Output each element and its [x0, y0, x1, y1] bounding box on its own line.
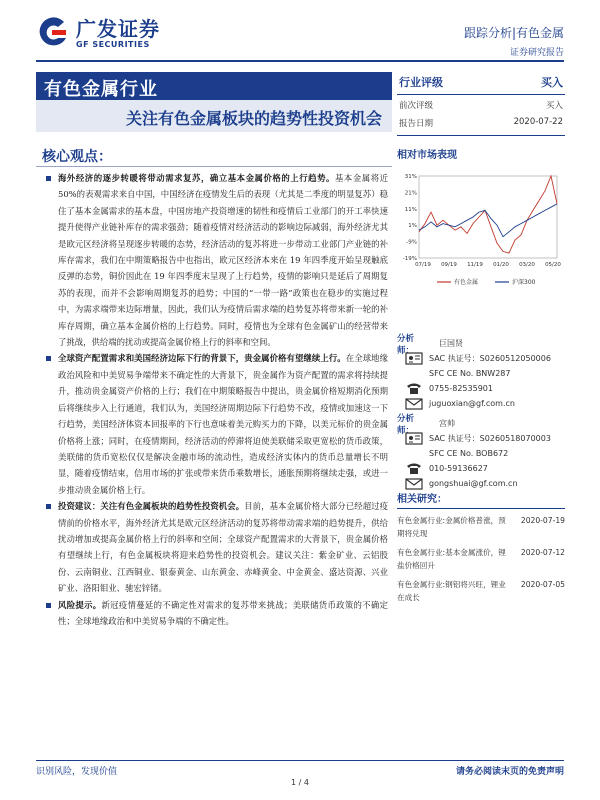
- core-divider: [36, 166, 392, 167]
- logo-english: GF SECURITIES: [76, 39, 150, 49]
- gf-logo: [36, 16, 160, 50]
- prev-rating-label: 前次评级: [399, 101, 434, 111]
- email-icon: [405, 397, 423, 410]
- rating-value: 买入: [541, 76, 563, 89]
- analyst-label: 分析师：: [397, 333, 415, 356]
- series-line: [419, 204, 557, 237]
- analyst-name: 巨国贤: [439, 339, 463, 348]
- y-tick-label: 21%: [404, 190, 417, 197]
- y-tick-label: 31%: [404, 174, 417, 180]
- related-item[interactable]: [397, 514, 565, 540]
- prev-rating-value: 买入: [545, 101, 563, 111]
- gf-logo-icon: [36, 16, 70, 50]
- footer-slogan: 识别风险，发现价值: [36, 767, 118, 777]
- y-tick-label: 11%: [404, 206, 417, 213]
- related-research-list: [397, 508, 565, 604]
- related-item-date: 2020-07-19: [520, 516, 565, 525]
- certificate-icon: [405, 352, 423, 365]
- related-item[interactable]: [397, 546, 565, 572]
- title-block: [36, 72, 392, 136]
- chart-title: 相对市场表现: [397, 150, 457, 161]
- report-category: 证券研究报告: [509, 48, 564, 58]
- rating-label: 行业评级: [399, 76, 443, 89]
- report-type-tags: 跟踪分析|有色金属: [463, 26, 564, 40]
- logo-chinese: 广发证券: [76, 16, 160, 41]
- related-item-title: 有色金属行业:钢铝将兴旺，锂业在成长: [397, 580, 506, 602]
- sac-cert: SAC 执证号：S0260518070003: [429, 434, 551, 443]
- x-tick-label: 11/19: [467, 262, 483, 268]
- point-heading: 全球资产配置需求和美国经济边际下行的背景下，贵金属价格有望继续上行。: [58, 353, 346, 364]
- report-date-label: 报告日期: [399, 119, 434, 129]
- report-headline: 关注有色金属板块的趋势性投资机会: [36, 100, 392, 132]
- phone-icon: [405, 382, 423, 395]
- analyst-phone: 0755-82535901: [429, 384, 493, 393]
- y-tick-label: -19%: [402, 256, 417, 262]
- point-heading: 风险提示。: [58, 599, 102, 610]
- analyst-block-2: [397, 413, 565, 491]
- y-tick-label: -9%: [406, 239, 417, 246]
- related-item-title: 有色金属行业:金属价格普涨，预期将兑现: [397, 516, 506, 538]
- page-number: 1 / 4: [291, 778, 309, 787]
- core-view-title: 核心观点：: [42, 149, 112, 165]
- sfc-cert: SFC CE No. BNW287: [429, 369, 511, 378]
- sac-cert: SAC 执证号：S0260512050006: [429, 354, 551, 363]
- analyst-phone: 010-59136627: [429, 464, 488, 473]
- report-date-value: 2020-07-22: [513, 117, 563, 127]
- chart-frame: [419, 176, 557, 258]
- core-view-body: [42, 170, 388, 629]
- legend-label: 有色金属: [454, 279, 479, 286]
- core-point: [42, 498, 388, 596]
- analyst-label: 分析师：: [397, 413, 415, 436]
- certificate-icon: [405, 432, 423, 445]
- relative-performance-chart: [397, 170, 565, 290]
- point-heading: 投资建议：关注有色金属板块的趋势性投资机会。: [58, 501, 245, 512]
- footer-disclaimer: 请务必阅读末页的免责声明: [455, 767, 564, 777]
- analyst-email[interactable]: gongshuai@gf.com.cn: [429, 479, 518, 488]
- footer-divider: [36, 760, 564, 761]
- x-tick-label: 09/19: [441, 262, 457, 268]
- phone-icon: [405, 462, 423, 475]
- rating-panel: [397, 72, 565, 136]
- related-item-date: 2020-07-05: [520, 580, 565, 589]
- x-tick-label: 07/19: [415, 262, 431, 268]
- core-point: [42, 350, 388, 498]
- x-tick-label: 03/20: [519, 262, 535, 268]
- legend-label: 沪深300: [512, 279, 536, 286]
- x-tick-label: 01/20: [493, 262, 509, 268]
- core-point: [42, 170, 388, 350]
- y-tick-label: 1%: [408, 223, 417, 230]
- point-heading: 海外经济的逐步转暖将带动需求复苏，确立基本金属价格的上行趋势。: [58, 173, 335, 183]
- core-point: [42, 597, 388, 630]
- point-text: 目前，基本金属价格大部分已经超过疫情前的价格水平，海外经济尤其是欧元区经济活动的复苏将带动需求端的趋势提升，供给扰动增加或提高金属价格上行的斜率和空间；全球资产配置需求的大背景下，贵金属价格有望继续上行，有色金属板块将迎来趋势性的投资机会。建议关注：紫金矿业、云铝股份、云南铜业、江西铜业、银泰黄金、山东黄金、赤峰黄金、中金黄金、盛达资源、兴业矿业、洛阳钼业、驰宏锌锗。: [58, 501, 388, 594]
- point-text: 新冠疫情蔓延的不确定性对需求的复苏带来挑战；美联储货币政策的不确定性；全球地缘政治和中美贸易争端的不确定性。: [58, 599, 389, 626]
- point-text: 基本金属将近 50%的表观需求来自中国，中国经济在疫情发生后的表现（尤其是二季度的明显复苏）稳住了基本金属需求的基本盘，中国房地产投资增速的韧性和疫情后工业部门的开工率快速提升使得产业链补库存的需求强劲；随着疫情对经济活动的影响边际减弱，海外经济尤其是欧元区经济将呈现逐步转暖的态势，经济活动的复苏将进一步带动工业部门产业链的补库存需求，我们在中期策略报告中也指出，欧元区经济本来在 19 年四季度开始呈现触底反弹的态势，铜价因此在 19 年四季度末呈现了上行趋势，疫情的影响只是延后了周期复苏的表现，而并不会影响周期复苏的趋势；中国的“一带一路”政策也在稳步的实施过程中，为需求端带来边际增量，因此，我们认为疫情后需求端的趋势复苏将带来新一轮的补库存周期，确立基本金属价格的上行趋势。同时，疫情也为全球有色金属矿山的经营带来了挑战，供给端的扰动或提高金属价格上行的斜率和空间。: [58, 173, 388, 348]
- related-item-title: 有色金属行业:基本金属涨价，锂盐价格回升: [397, 548, 506, 570]
- x-tick-label: 05/20: [545, 262, 561, 268]
- analyst-name: 宫帅: [439, 419, 455, 428]
- related-research-title: 相关研究：: [397, 490, 565, 509]
- analyst-block-1: [397, 333, 565, 411]
- related-item[interactable]: [397, 578, 565, 604]
- header-divider: [36, 60, 564, 62]
- analyst-email[interactable]: juguoxian@gf.com.cn: [429, 399, 515, 408]
- point-text: 在全球地缘政治风险和中美贸易争端带来不确定性的大背景下，贵金属作为资产配置的需求将持续提升，推动贵金属资产价格的上行；我们在中期策略报告中提出，贵金属价格短期消化预期后将继续步入上行通道，我们认为，美国经济周期边际下行趋势不改，疫情或加速这一下行趋势，美国经济体资本回报率的下行也意味着美元购买力的下降，以美元标价的贵金属价格将上涨；同时，在疫情期间，经济活动的停滞将迫使美联储采取更宽松的货币政策，美联储的货币宽松仅仅是解决金融市场的流动性，造成经济实体内的货币总量增长不明显，随着疫情结束，信用市场的扩张或带来货币乘数增长，通胀预期将继续走强，或进一步推动贵金属价格上行。: [58, 353, 389, 495]
- sfc-cert: SFC CE No. BOB672: [429, 449, 509, 458]
- related-item-date: 2020-07-12: [520, 548, 565, 557]
- industry-name: 有色金属行业: [36, 72, 392, 100]
- email-icon: [405, 477, 423, 490]
